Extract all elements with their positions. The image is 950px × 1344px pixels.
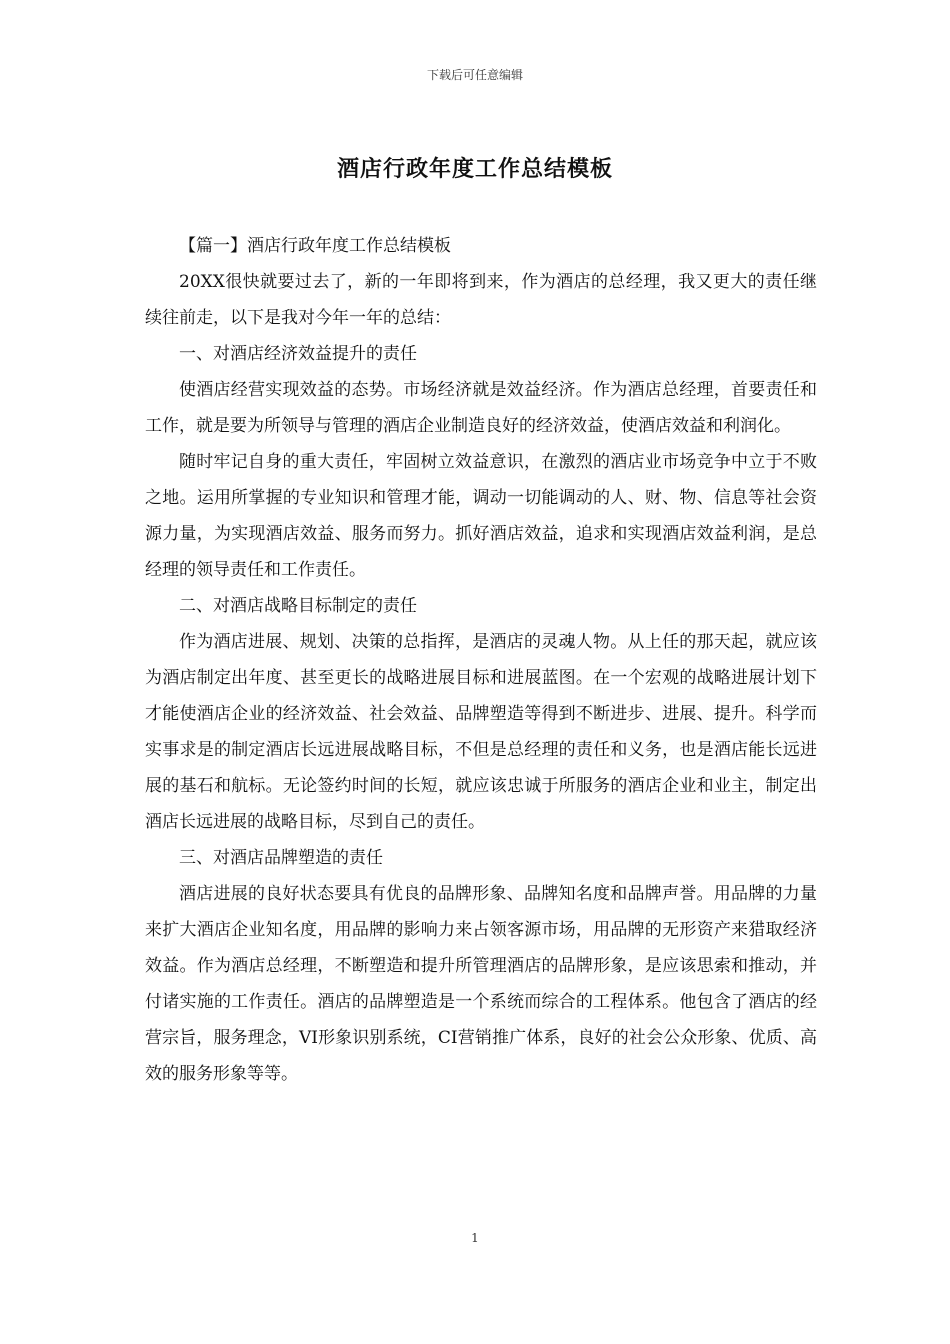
body-paragraph: 随时牢记自身的重大责任，牢固树立效益意识，在激烈的酒店业市场竞争中立于不败之地。运用所掌握的专业知识和管理才能，调动一切能调动的人、财、物、信息等社会资源力量，为实现酒店效益、服务而努力。抓好酒店效益，追求和实现酒店效益利润，是总经理的领导责任和工作责任。: [145, 452, 817, 580]
section-heading-economic: 一、对酒店经济效益提升的责任: [179, 344, 417, 364]
page-number: 1: [471, 1231, 479, 1245]
document-body: [145, 228, 817, 1092]
section-heading-brand: 三、对酒店品牌塑造的责任: [179, 848, 383, 868]
page-header-note: 下载后可任意编辑: [426, 68, 523, 82]
body-paragraph: 20XX很快就要过去了，新的一年即将到来，作为酒店的总经理，我又更大的责任继续往前走，以下是我对今年一年的总结：: [145, 272, 817, 328]
section-heading-strategy: 二、对酒店战略目标制定的责任: [179, 596, 417, 616]
section-heading-part-one: 【篇一】酒店行政年度工作总结模板: [179, 236, 451, 256]
body-paragraph: 作为酒店进展、规划、决策的总指挥，是酒店的灵魂人物。从上任的那天起，就应该为酒店制定出年度、甚至更长的战略进展目标和进展蓝图。在一个宏观的战略进展计划下才能使酒店企业的经济效益、社会效益、品牌塑造等得到不断进步、进展、提升。科学而实事求是的制定酒店长远进展战略目标，不但是总经理的责任和义务，也是酒店能长远进展的基石和航标。无论签约时间的长短，就应该忠诚于所服务的酒店企业和业主，制定出酒店长远进展的战略目标，尽到自己的责任。: [145, 632, 817, 832]
document-title: 酒店行政年度工作总结模板: [336, 156, 613, 182]
body-paragraph: 使酒店经营实现效益的态势。市场经济就是效益经济。作为酒店总经理，首要责任和工作，就是要为所领导与管理的酒店企业制造良好的经济效益，使酒店效益和利润化。: [145, 380, 817, 436]
body-paragraph: 酒店进展的良好状态要具有优良的品牌形象、品牌知名度和品牌声誉。用品牌的力量来扩大酒店企业知名度，用品牌的影响力来占领客源市场，用品牌的无形资产来猎取经济效益。作为酒店总经理，不断塑造和提升所管理酒店的品牌形象，是应该思索和推动，并付诸实施的工作责任。酒店的品牌塑造是一个系统而综合的工程体系。他包含了酒店的经营宗旨，服务理念，VI形象识别系统，CI营销推广体系，良好的社会公众形象、优质、高效的服务形象等等。: [145, 884, 817, 1084]
